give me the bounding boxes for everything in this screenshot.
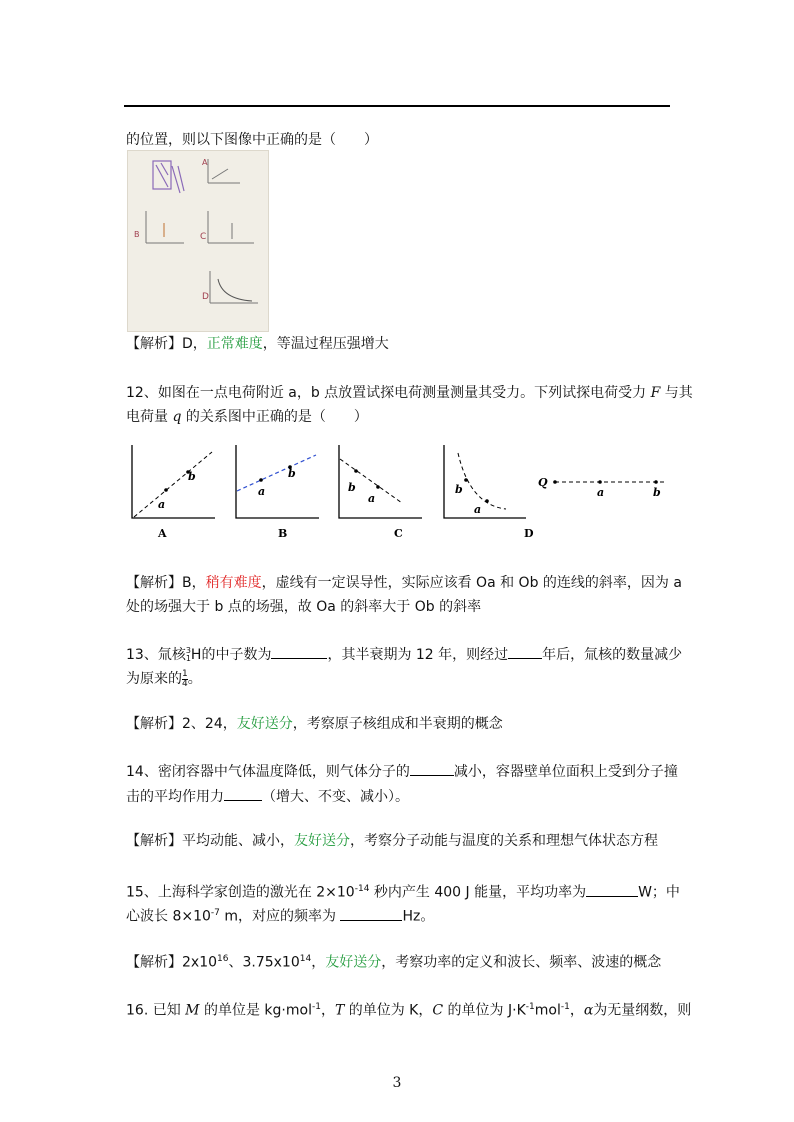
graph-label-b: B xyxy=(278,527,288,540)
line-point-a: a xyxy=(597,486,605,499)
graph-d-point-a: a xyxy=(474,503,482,516)
header-rule xyxy=(124,105,670,107)
q12-line1: 12、如图在一点电荷附近 a，b 点放置试探电荷测量测量其受力。下列试探电荷受力 F 与其 xyxy=(126,385,693,401)
q16-line1: 16. 已知 M 的单位是 kg·mol$^{-1}$，T 的单位为 K，C 的单位为 $J\cdot K^{-1}mol^{-1}$，α为无量纲数，则 xyxy=(126,1002,692,1019)
graph-a-point-b: b xyxy=(188,470,196,483)
q14-blank-1 xyxy=(410,761,454,776)
graph-a-point-a: a xyxy=(158,498,166,511)
q13-line1: 13、氚核 3 1 H的中子数为 ，其半衰期为 12 年，则经过 年后，氚核的数量减少 xyxy=(126,646,683,663)
q13-analysis: 【解析】2、24，友好送分，考察原子核组成和半衰期的概念 xyxy=(126,716,503,732)
q14-analysis: 【解析】平均动能、减小，友好送分，考察分子动能与温度的关系和理想气体状态方程 xyxy=(126,833,658,849)
q11-photo-label-b: B xyxy=(134,230,140,239)
q11-handwritten-graph-photo xyxy=(127,150,269,332)
q15-line2: 心波长 $8\times 10^{-7}$ m，对应的频率为 Hz。 xyxy=(126,901,434,929)
q12-line2: 电荷量 q 的关系图中正确的是（ ） xyxy=(126,409,368,425)
q11-photo-label-c: C xyxy=(200,232,207,242)
graph-label-d: D xyxy=(524,527,534,540)
graph-b-point-a: a xyxy=(258,485,266,498)
q15-blank-1 xyxy=(586,882,638,897)
line-point-q: Q xyxy=(538,476,548,489)
q15-blank-2 xyxy=(340,906,402,921)
quarter-fraction: $\frac{1}{4}$ xyxy=(182,668,188,689)
q12-analysis-line1: 【解析】B，稍有难度，虚线有一定误导性，实际应该看 Oa 和 Ob 的连线的斜率，因为 a xyxy=(126,575,682,591)
q12-graph-options xyxy=(120,435,680,550)
line-point-b: b xyxy=(653,486,661,499)
q12-analysis-line2: 处的场强大于 b 点的场强，故 Oa 的斜率大于 Ob 的斜率 xyxy=(126,599,482,615)
graph-c-point-a: a xyxy=(368,492,376,505)
q14-line1: 14、密闭容器中气体温度降低，则气体分子的 减小，容器壁单位面积上受到分子撞 xyxy=(126,760,678,784)
q11-analysis: 【解析】D，正常难度，等温过程压强增大 xyxy=(126,336,389,352)
graph-c-point-b: b xyxy=(348,481,356,494)
q13-line2: 为原来的 $\frac{1}{4}$ 。 xyxy=(126,668,202,689)
page-number: 3 xyxy=(392,1075,402,1091)
graph-b-point-b: b xyxy=(288,467,296,480)
q13-blank-2 xyxy=(508,644,542,659)
graph-label-c: C xyxy=(394,527,403,540)
tritium-isotope: 3 1 xyxy=(185,646,191,663)
q15-line1: 15、上海科学家创造的激光在 $2\times 10^{-14}$ 秒内产生 400 J 能量，平均功率为 W；中 xyxy=(126,877,680,905)
q11-photo-label-a: A xyxy=(202,158,208,167)
q15-analysis: 【解析】$2x10^{16}$、$3.75x10^{14}$，友好送分，考察功率的定义和波长、频率、波速的概念 xyxy=(126,954,662,971)
q11-photo-label-d: D xyxy=(202,292,209,302)
graph-label-a: A xyxy=(158,527,167,540)
q11-text: 的位置，则以下图像中正确的是（ ） xyxy=(126,132,378,148)
graph-d-point-b: b xyxy=(455,483,463,496)
q13-blank-1 xyxy=(271,644,327,659)
q14-blank-2 xyxy=(224,786,262,801)
q14-line2: 击的平均作用力 （增大、不变、减小）。 xyxy=(126,785,409,809)
